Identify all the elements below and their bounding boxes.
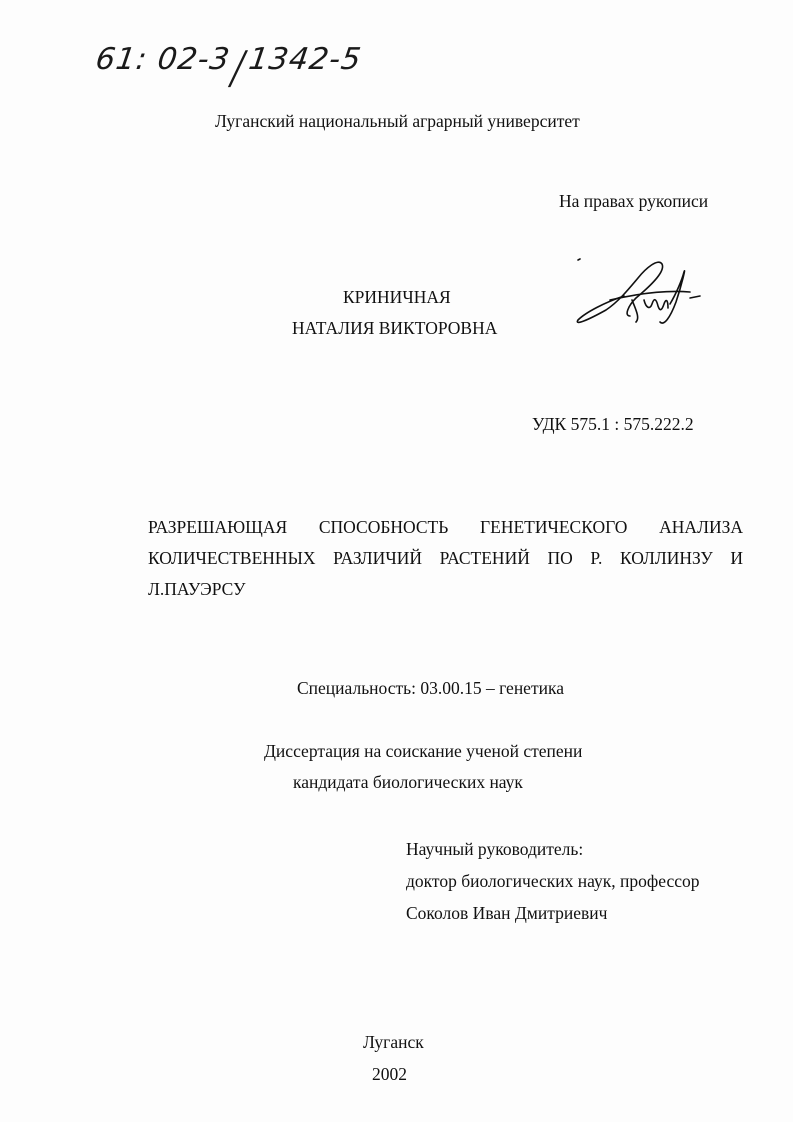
signature-icon xyxy=(566,254,716,334)
university-name: Луганский национальный аграрный университет xyxy=(215,111,580,131)
dissertation-degree-line-2: кандидата биологических наук xyxy=(293,772,523,792)
dissertation-title xyxy=(148,512,743,605)
author-surname: КРИНИЧНАЯ xyxy=(343,287,451,307)
title-line-1: РАЗРЕШАЮЩАЯ СПОСОБНОСТЬ ГЕНЕТИЧЕСКОГО АНАЛИЗА xyxy=(148,517,743,537)
title-line-2: КОЛИЧЕСТВЕННЫХ РАЗЛИЧИЙ РАСТЕНИЙ ПО Р. КОЛЛИНЗУ И xyxy=(148,548,743,568)
footer-year: 2002 xyxy=(372,1064,407,1084)
manuscript-note: На правах рукописи xyxy=(559,191,709,211)
advisor-label: Научный руководитель: xyxy=(406,839,584,859)
title-line-3: Л.ПАУЭРСУ xyxy=(148,579,246,599)
footer-city: Луганск xyxy=(363,1032,424,1052)
archive-code-right: 1342-5 xyxy=(246,42,364,77)
archive-code-handwritten xyxy=(93,42,364,95)
advisor-degree: доктор биологических наук, профессор xyxy=(406,871,700,891)
archive-code-left: 61: 02-3 xyxy=(93,42,233,77)
author-name: НАТАЛИЯ ВИКТОРОВНА xyxy=(292,318,498,338)
specialty: Специальность: 03.00.15 – генетика xyxy=(297,678,564,698)
archive-code-slash: / xyxy=(228,42,248,95)
advisor-name: Соколов Иван Дмитриевич xyxy=(406,903,608,923)
udk-code: УДК 575.1 : 575.222.2 xyxy=(532,414,694,434)
dissertation-degree-line-1: Диссертация на соискание ученой степени xyxy=(264,741,583,761)
